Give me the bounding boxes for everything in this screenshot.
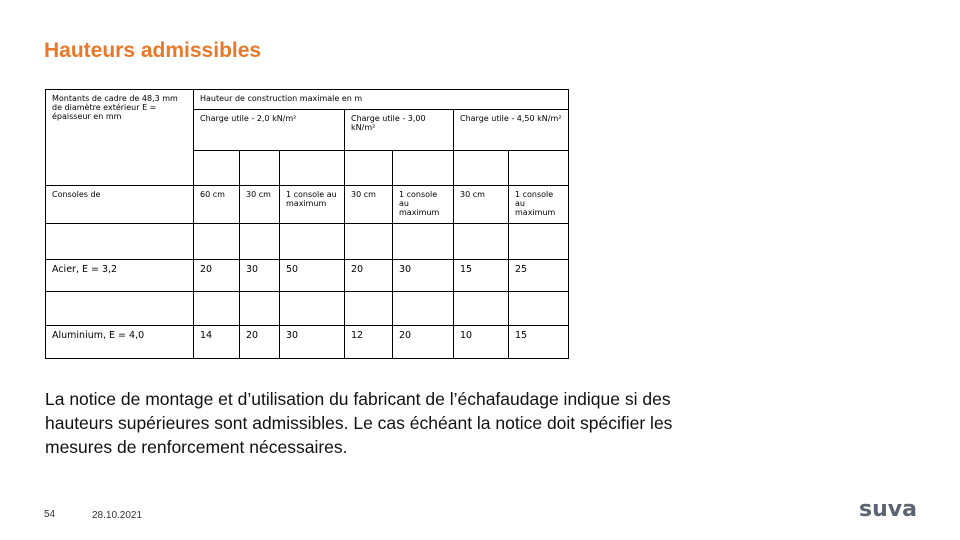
steel-value: 20 [194,260,240,292]
spacer-cell [194,224,240,260]
row-label-aluminium: Aluminium, E = 4,0 [46,326,194,359]
header-load-2: Charge utile - 3,00 kN/m² [345,110,454,151]
header-max-height: Hauteur de construction maximale en m [194,90,569,110]
suva-logo: suva [859,497,917,522]
steel-value: 30 [240,260,280,292]
spacer-cell [393,224,454,260]
console-cell: 30 cm [240,186,280,224]
aluminium-value: 14 [194,326,240,359]
aluminium-value: 20 [393,326,454,359]
spacer-cell [240,292,280,326]
spacer-cell [345,224,393,260]
spacer-cell [345,151,393,186]
console-cell: 30 cm [454,186,509,224]
page-number: 54 [44,509,56,520]
spacer-cell [280,292,345,326]
steel-value: 50 [280,260,345,292]
console-cell: 1 console au maximum [393,186,454,224]
spacer-cell [454,151,509,186]
body-paragraph: La notice de montage et d’utilisation du fabricant de l’échafaudage indique si des hauteurs supérieures sont admissibles. Le cas échéant la notice doit spécifier les mesures de renforcement nécessaires. [45,389,673,457]
spacer-cell [509,224,569,260]
header-frame-uprights: Montants de cadre de 48,3 mm de diamètre extérieur E = épaisseur en mm [46,90,194,186]
spacer-cell [509,292,569,326]
console-cell: 1 console au maximum [280,186,345,224]
row-label-steel: Acier, E = 3,2 [46,260,194,292]
aluminium-value: 12 [345,326,393,359]
spacer-cell [345,292,393,326]
aluminium-value: 30 [280,326,345,359]
spacer-cell [393,292,454,326]
spacer-cell [194,292,240,326]
spacer-cell [280,151,345,186]
admissible-heights-table [45,89,569,359]
aluminium-value: 15 [509,326,569,359]
steel-value: 15 [454,260,509,292]
header-load-1: Charge utile - 2,0 kN/m² [194,110,345,151]
footer-date: 28.10.2021 [92,510,143,521]
console-cell: 60 cm [194,186,240,224]
spacer-cell [393,151,454,186]
spacer-cell [194,151,240,186]
spacer-cell [280,224,345,260]
spacer-cell [46,292,194,326]
console-cell: 30 cm [345,186,393,224]
spacer-cell [240,224,280,260]
header-load-3: Charge utile - 4,50 kN/m² [454,110,569,151]
spacer-cell [454,292,509,326]
aluminium-value: 10 [454,326,509,359]
spacer-cell [454,224,509,260]
spacer-cell [240,151,280,186]
spacer-cell [509,151,569,186]
page-title: Hauteurs admissibles [44,39,262,62]
steel-value: 30 [393,260,454,292]
steel-value: 25 [509,260,569,292]
aluminium-value: 20 [240,326,280,359]
spacer-cell [46,224,194,260]
steel-value: 20 [345,260,393,292]
row-label-consoles: Consoles de [46,186,194,224]
console-cell: 1 console au maximum [509,186,569,224]
